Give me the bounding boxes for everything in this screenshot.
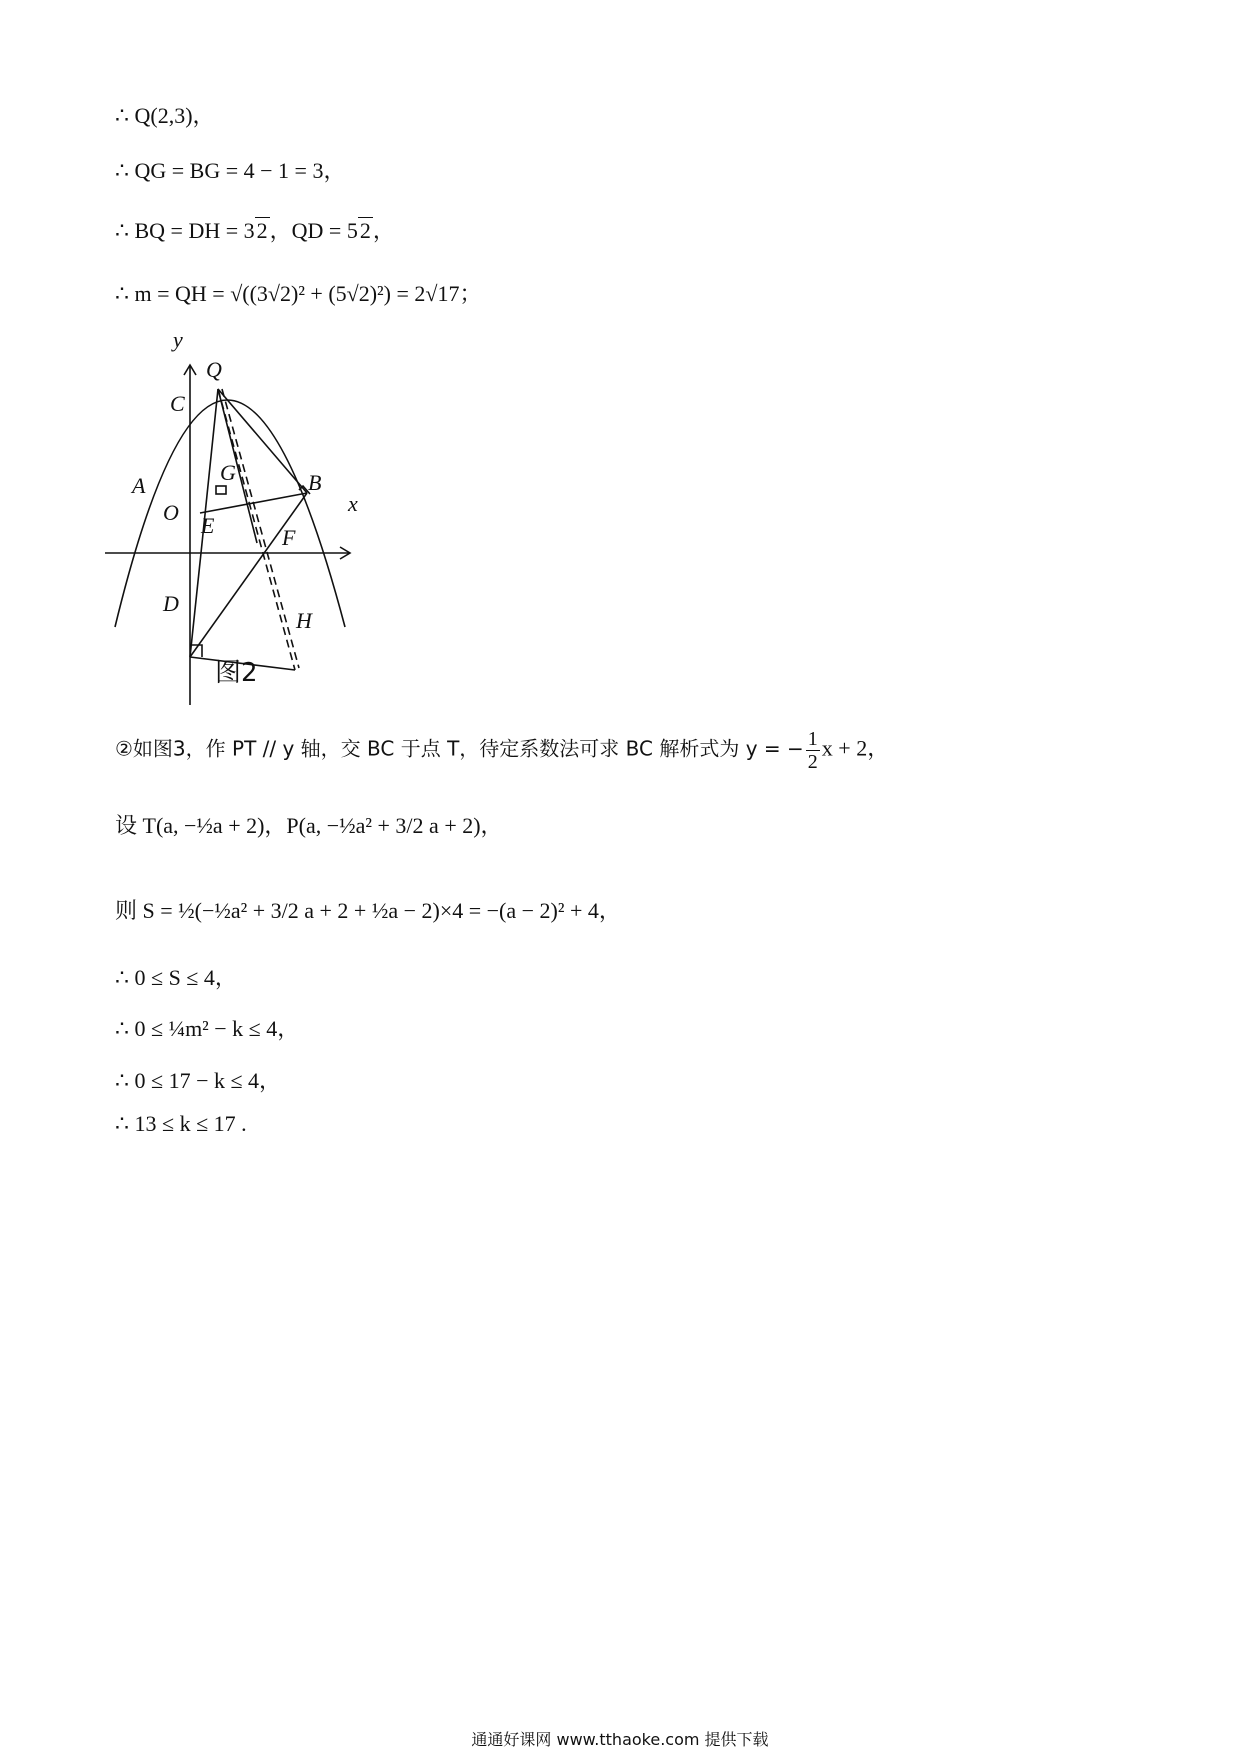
step-line-3 — [115, 220, 395, 242]
figure-caption: 图2 — [215, 658, 258, 688]
step-line-3-part-e: ， — [372, 218, 395, 243]
sqrt-2-b: 2 — [359, 218, 371, 243]
step-line-4: ∴ m = QH = √((3√2)² + (5√2)²) = 2√17； — [115, 281, 482, 306]
label-A: A — [132, 473, 146, 498]
result-line-1: ∴ 0 ≤ S ≤ 4， — [115, 965, 237, 990]
figure-2-diagram — [110, 327, 410, 775]
label-H: H — [296, 608, 312, 633]
sqrt-2-a: 2 — [256, 218, 268, 243]
part2-intro-tail: x + 2， — [821, 735, 890, 761]
area-S-line: 则 S = ½(−½a² + 3/2 a + 2 + ½a − 2)×4 = −(a − 2)² + 4， — [115, 898, 621, 923]
label-F: F — [282, 525, 296, 550]
footer-source: 通通好课网 www.tthaoke.com 提供下载 — [471, 1730, 769, 1749]
result-line-2: ∴ 0 ≤ ¼m² − k ≤ 4， — [115, 1016, 300, 1041]
label-C: C — [170, 391, 185, 416]
result-line-4: ∴ 13 ≤ k ≤ 17 . — [115, 1111, 247, 1136]
right-angle-G — [216, 486, 226, 494]
label-B: B — [308, 470, 322, 495]
part2-intro — [115, 728, 889, 773]
label-Q: Q — [206, 357, 222, 382]
label-O: O — [163, 500, 179, 525]
step-line-2: ∴ QG = BG = 4 − 1 = 3， — [115, 158, 346, 183]
set-T-P-line: 设 T(a, −½a + 2)，P(a, −½a² + 3/2 a + 2)， — [115, 813, 503, 838]
step-line-1: ∴ Q(2,3)， — [115, 103, 215, 128]
step-line-3-part-c: ，QD = 5 — [269, 218, 358, 243]
label-x: x — [348, 491, 358, 516]
label-y: y — [173, 327, 183, 352]
fraction-one-half: $\frac{1}{2}$ — [807, 728, 818, 773]
label-G: G — [220, 460, 236, 485]
result-line-3: ∴ 0 ≤ 17 − k ≤ 4， — [115, 1068, 282, 1093]
step-line-3-part-a: ∴ BQ = DH = 3 — [115, 218, 255, 243]
label-D: D — [163, 591, 179, 616]
segment-ED — [190, 553, 201, 657]
part2-intro-text: ②如图3，作 PT // y 轴，交 BC 于点 T，待定系数法可求 BC 解析式为 y = − — [115, 736, 804, 761]
label-E: E — [201, 513, 215, 538]
